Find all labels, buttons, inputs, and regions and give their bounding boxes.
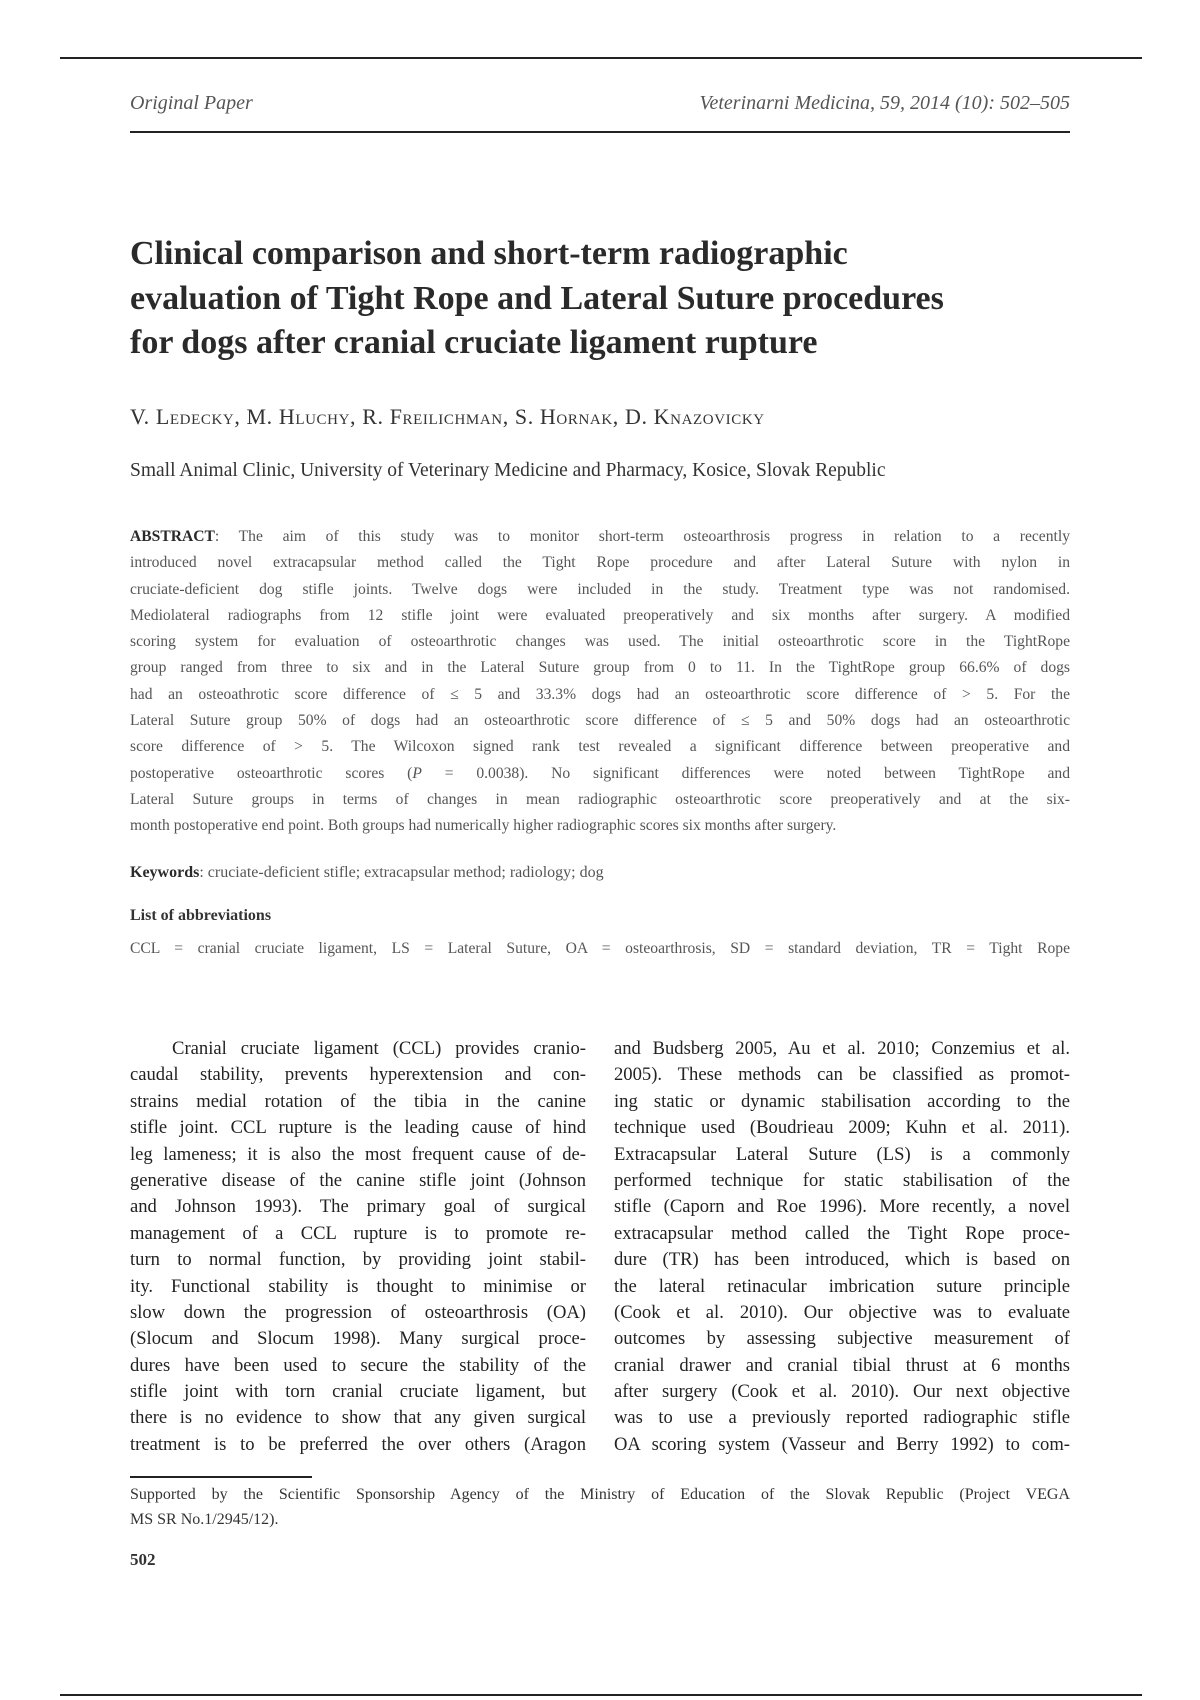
body-line: treatment is to be preferred the over others (Aragon [130, 1433, 586, 1455]
body-line: caudal stability, prevents hyperextension and con- [130, 1064, 586, 1086]
paper-title [130, 232, 1090, 366]
bottom-rule [60, 1694, 1142, 1696]
body-line: 2005). These methods can be classified as promot- [614, 1064, 1070, 1086]
body-line: slow down the progression of osteoarthrosis (OA) [130, 1301, 586, 1323]
body-line: ing static or dynamic stabilisation according to the [614, 1090, 1070, 1112]
abstract-line [130, 524, 1070, 550]
body-line: stifle joint. CCL rupture is the leading cause of hind [130, 1117, 586, 1139]
footnote [130, 1482, 1070, 1532]
abstract-line: cruciate-deficient dog stifle joints. Twelve dogs were included in the study. Treatment type was not randomised. [130, 580, 1070, 598]
abstract-line: score difference of > 5. The Wilcoxon signed rank test revealed a significant difference between preoperative and [130, 738, 1070, 756]
abstract-line: Mediolateral radiographs from 12 stifle joint were evaluated preoperatively and six months after surgery. A modified [130, 606, 1070, 624]
affiliation: Small Animal Clinic, University of Veterinary Medicine and Pharmacy, Kosice, Slovak Republic [130, 460, 886, 481]
abstract-text: = 0.0038). No significant differences were noted between TightRope and [421, 764, 1071, 782]
abstract-line: had an osteoathrotic score difference of ≤ 5 and 33.3% dogs had an osteoarthrotic score difference of > 5. For the [130, 685, 1070, 703]
header-article-type: Original Paper [130, 92, 253, 114]
body-line: generative disease of the canine stifle joint (Johnson [130, 1169, 586, 1191]
abstract-text: P [412, 764, 422, 782]
body-line: stifle joint with torn cranial cruciate ligament, but [130, 1381, 586, 1403]
abstract-line: introduced novel extracapsular method called the Tight Rope procedure and after Lateral Suture with nylon in [130, 554, 1070, 572]
body-line: Extracapsular Lateral Suture (LS) is a commonly [614, 1143, 1070, 1165]
keywords-label: Keywords [130, 864, 200, 881]
header-rule [130, 131, 1070, 133]
abstract-line: Lateral Suture group 50% of dogs had an osteoarthrotic score difference of ≤ 5 and 50% dogs had an osteoarthrotic [130, 712, 1070, 730]
keywords [130, 864, 604, 882]
abstract [130, 524, 1070, 840]
body-line: Cranial cruciate ligament (CCL) provides cranio- [130, 1038, 586, 1059]
title-line: for dogs after cranial cruciate ligament rupture [130, 324, 818, 361]
abstract-line: month postoperative end point. Both groups had numerically higher radiographic scores six months after surgery. [130, 817, 837, 835]
footnote-rule [130, 1476, 312, 1478]
body-column-right [614, 1036, 1070, 1458]
body-line: extracapsular method called the Tight Rope proce- [614, 1222, 1070, 1244]
body-line: after surgery (Cook et al. 2010). Our next objective [614, 1381, 1070, 1403]
body-line: OA scoring system (Vasseur and Berry 1992) to com- [614, 1433, 1070, 1455]
body-line: management of a CCL rupture is to promote re- [130, 1222, 586, 1244]
body-line: cranial drawer and cranial tibial thrust at 6 months [614, 1354, 1070, 1376]
body-line: there is no evidence to show that any given surgical [130, 1407, 586, 1429]
abstract-line: Lateral Suture groups in terms of changes in mean radiographic osteoarthrotic score preoperatively and at the six- [130, 790, 1070, 808]
keywords-text: : cruciate-deficient stifle; extracapsular method; radiology; dog [199, 864, 604, 881]
top-rule [60, 57, 1142, 59]
header-journal-citation: Veterinarni Medicina, 59, 2014 (10): 502–505 [699, 92, 1070, 114]
body-line: and Johnson 1993). The primary goal of surgical [130, 1196, 586, 1218]
body-line: outcomes by assessing subjective measurement of [614, 1328, 1070, 1350]
abstract-text: : The aim of this study was to monitor short-term osteoarthrosis progress in relation to a recently [214, 528, 1070, 545]
abbreviations-heading: List of abbreviations [130, 907, 272, 924]
title-line: evaluation of Tight Rope and Lateral Suture procedures [130, 279, 944, 317]
abstract-label: ABSTRACT [130, 528, 215, 545]
body-line: stifle (Caporn and Roe 1996). More recently, a novel [614, 1196, 1070, 1218]
body-line: and Budsberg 2005, Au et al. 2010; Conzemius et al. [614, 1038, 1070, 1059]
abstract-line: scoring system for evaluation of osteoarthrotic changes was used. The initial osteoarthrotic score in the TightRope [130, 633, 1070, 651]
footnote-line: Supported by the Scientific Sponsorship Agency of the Ministry of Education of the Slovak Republic (Project VEGA [130, 1486, 1070, 1503]
body-line: (Cook et al. 2010). Our objective was to evaluate [614, 1301, 1070, 1323]
body-line: turn to normal function, by providing joint stabil- [130, 1249, 586, 1271]
abbreviations-text: CCL = cranial cruciate ligament, LS = Lateral Suture, OA = osteoarthrosis, SD = standard deviation, TR = Tight Rope [130, 940, 1070, 957]
page-number: 502 [130, 1550, 156, 1569]
body-line: was to use a previously reported radiographic stifle [614, 1407, 1070, 1429]
body-line: strains medial rotation of the tibia in the canine [130, 1090, 586, 1112]
abstract-line: group ranged from three to six and in the Lateral Suture group from 0 to 11. In the TightRope group 66.6% of dogs [130, 659, 1070, 677]
authors: V. Ledecky, M. Hluchy, R. Freilichman, S. Hornak, D. Knazovicky [130, 404, 765, 429]
body-column-left [130, 1036, 586, 1458]
abstract-text: postoperative osteoarthrotic scores ( [130, 764, 413, 782]
body-line: dure (TR) has been introduced, which is based on [614, 1249, 1070, 1271]
body-line: (Slocum and Slocum 1998). Many surgical proce- [130, 1328, 586, 1350]
body-line: ity. Functional stability is thought to minimise or [130, 1275, 586, 1297]
body-line: dures have been used to secure the stability of the [130, 1354, 586, 1376]
body-line: the lateral retinacular imbrication suture principle [614, 1275, 1070, 1297]
abstract-line [130, 761, 1070, 787]
title-line: Clinical comparison and short-term radiographic [130, 235, 848, 272]
body-line: leg lameness; it is also the most frequent cause of de- [130, 1143, 586, 1165]
body-line: technique used (Boudrieau 2009; Kuhn et al. 2011). [614, 1117, 1070, 1139]
body-line: performed technique for static stabilisation of the [614, 1169, 1070, 1191]
footnote-line: MS SR No.1/2945/12). [130, 1511, 279, 1528]
